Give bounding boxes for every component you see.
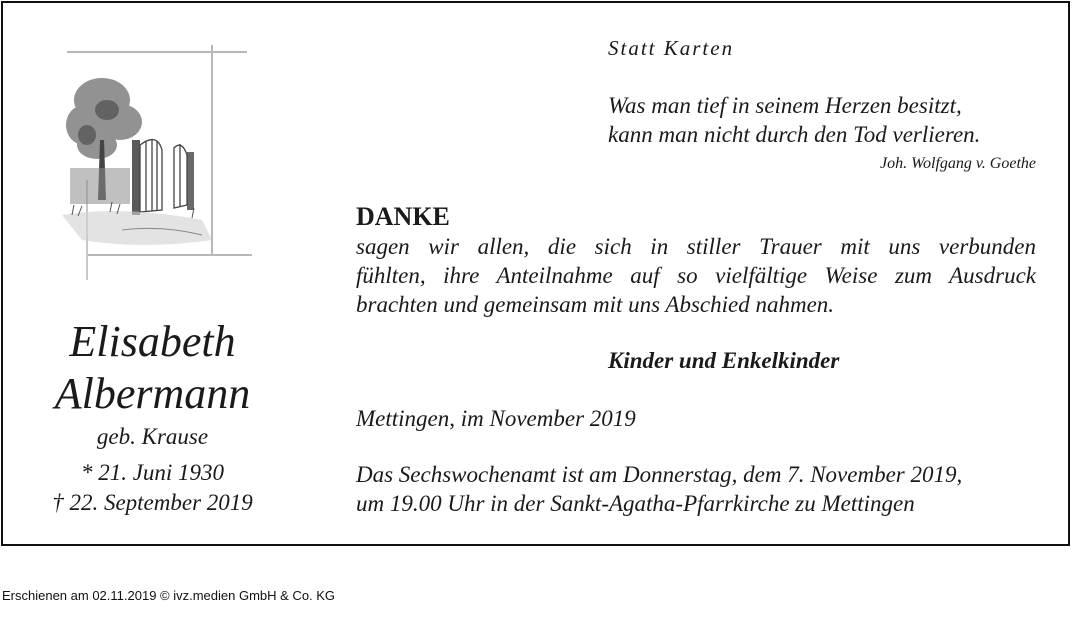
birth-date: * 21. Juni 1930 (80, 460, 225, 485)
thanks-line-1: sagen wir allen, die sich in stiller Trauer mit uns verbunden (356, 234, 1036, 259)
thanks-line-3: brachten und gemeinsam mit uns Abschied nahmen. (356, 292, 835, 317)
deceased-first-name: Elisabeth (69, 317, 236, 366)
mass-line-2: um 19.00 Uhr in der Sankt-Agatha-Pfarrkirche zu Mettingen (356, 491, 915, 516)
quote-line-2: kann man nicht durch den Tod verlieren. (608, 122, 981, 147)
danke-heading: DANKE (356, 202, 450, 231)
place-date: Mettingen, im November 2019 (356, 406, 636, 431)
publication-footer: Erschienen am 02.11.2019 © ivz.medien GmbH & Co. KG (2, 588, 336, 603)
mass-line-1: Das Sechswochenamt ist am Donnerstag, dem 7. November 2019, (356, 462, 963, 487)
deceased-last-name: Albermann (54, 369, 251, 418)
birth-name: geb. Krause (96, 424, 209, 449)
garden-gate-tree-sketch-icon (62, 40, 252, 285)
quote-author: Joh. Wolfgang v. Goethe (880, 155, 1036, 172)
signature: Kinder und Enkelkinder (608, 348, 840, 373)
quote-line-1: Was man tief in seinem Herzen besitzt, (608, 93, 962, 118)
statt-karten-heading: Statt Karten (608, 36, 735, 60)
thanks-line-2: fühlten, ihre Anteilnahme auf so vielfältige Weise zum Ausdruck (356, 263, 1036, 288)
death-date: † 22. September 2019 (52, 490, 253, 515)
